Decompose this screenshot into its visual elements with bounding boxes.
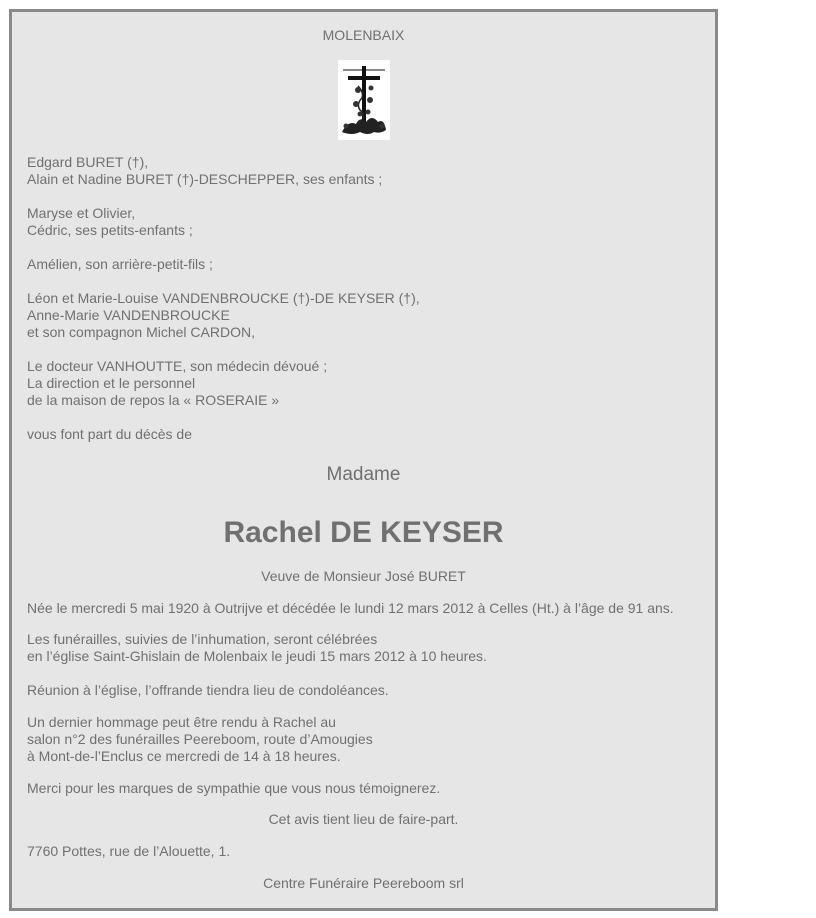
cross-with-roses-icon [338,60,390,140]
hommage-line: salon n°2 des funérailles Peereboom, route d’Amougies [27,731,373,747]
obituary-card [9,9,718,911]
birth-death-line: Née le mercredi 5 mai 1920 à Outrijve et décédée le lundi 12 mars 2012 à Celles (Ht.) à l’âge de 91 ans. [27,600,674,616]
hommage-line: à Mont-de-l’Enclus ce mercredi de 14 à 18 heures. [27,748,341,764]
address-line: 7760 Pottes, rue de l’Alouette, 1. [27,843,231,859]
hommage-line: Un dernier hommage peut être rendu à Rachel au [27,714,336,730]
salutation-title: Madame [326,464,401,485]
funeral-line: Les funérailles, suivies de l’inhumation, seront célébrées [27,631,378,647]
funeral-line: en l’église Saint-Ghislain de Molenbaix le jeudi 15 mars 2012 à 10 heures. [27,648,487,664]
reunion-line: Réunion à l’église, l’offrande tiendra lieu de condoléances. [27,682,389,698]
family-line: Léon et Marie-Louise VANDENBROUCKE (†)-DE KEYSER (†), [27,290,420,306]
family-line: Anne-Marie VANDENBROUCKE [27,307,230,323]
notice-line: Cet avis tient lieu de faire-part. [268,811,459,827]
family-line: de la maison de repos la « ROSERAIE » [27,392,280,408]
funeral-home-line: Centre Funéraire Peereboom srl [263,875,464,891]
widow-line: Veuve de Monsieur José BURET [261,568,466,584]
family-line: Alain et Nadine BURET (†)-DESCHEPPER, ses enfants ; [27,171,383,187]
family-line: et son compagnon Michel CARDON, [27,324,255,340]
family-line: La direction et le personnel [27,375,196,391]
deceased-name: Rachel DE KEYSER [223,516,504,549]
announcement-text: vous font part du décès de [27,426,192,442]
family-line: Maryse et Olivier, [27,205,136,221]
family-line: Amélien, son arrière-petit-fils ; [27,256,213,272]
family-line: Le docteur VANHOUTTE, son médecin dévoué ; [27,358,328,374]
family-line: Cédric, ses petits-enfants ; [27,222,193,238]
town-header: MOLENBAIX [322,27,405,43]
thanks-line: Merci pour les marques de sympathie que vous nous témoignerez. [27,780,441,796]
family-line: Edgard BURET (†), [27,154,149,170]
